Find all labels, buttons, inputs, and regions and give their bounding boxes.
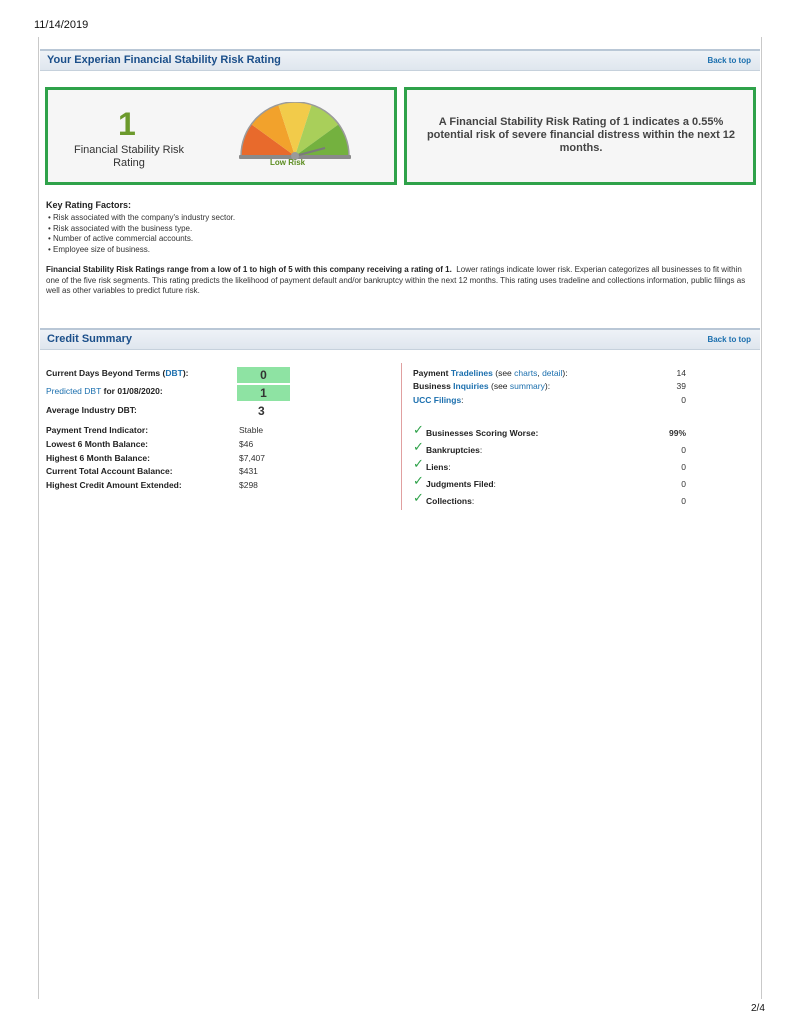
back-to-top-link[interactable]: Back to top xyxy=(707,335,751,344)
rating-range-text: Lower ratings indicate lower risk. Experian categorizes all businesses to fit within one of the five risk segments. This rating predicts the likelihood of payment default and/or bankruptcy within the next 12 months. This rating uses tradeline and collections information, public filings as well as other variables to predict future risk. xyxy=(46,265,746,295)
predicted-dbt-label xyxy=(46,386,163,396)
rating-label: Financial Stability Risk Rating xyxy=(73,144,185,169)
business-inquiries-value: 39 xyxy=(676,381,686,391)
bankruptcies-label xyxy=(426,445,482,455)
collections-value: 0 xyxy=(681,496,686,506)
check-icon: ✓ xyxy=(413,439,424,454)
ucc-filings-value: 0 xyxy=(681,395,686,405)
collections-label xyxy=(426,496,474,506)
rating-box xyxy=(45,87,397,185)
judgments-text: Judgments Filed xyxy=(426,479,494,489)
see-open: (see xyxy=(490,381,508,391)
key-factor-item: • Risk associated with the company's industry sector. xyxy=(48,213,235,224)
payment-tradelines-label xyxy=(413,368,568,378)
predicted-dbt-value: 1 xyxy=(237,385,290,401)
charts-link[interactable]: charts xyxy=(514,368,538,378)
current-balance-label: Current Total Account Balance: xyxy=(46,466,173,476)
colon: : xyxy=(471,496,475,506)
check-icon: ✓ xyxy=(413,473,424,488)
lowest-balance-label: Lowest 6 Month Balance: xyxy=(46,439,149,449)
key-factor-item: • Employee size of business. xyxy=(48,245,235,256)
summary-link[interactable]: summary xyxy=(509,381,545,391)
key-factor-item: • Number of active commercial accounts. xyxy=(48,234,235,245)
judgments-value: 0 xyxy=(681,479,686,489)
business-label: Business xyxy=(413,381,451,391)
bankruptcies-value: 0 xyxy=(681,445,686,455)
judgments-label xyxy=(426,479,496,489)
colon: : xyxy=(479,445,483,455)
bankruptcies-text: Bankruptcies xyxy=(426,445,480,455)
check-icon: ✓ xyxy=(413,456,424,471)
lowest-balance-value: $46 xyxy=(239,439,254,449)
close-colon: ): xyxy=(562,368,568,378)
colon: : xyxy=(493,479,496,489)
payment-tradelines-value: 14 xyxy=(676,368,686,378)
ucc-filings-label xyxy=(413,395,464,405)
rating-number: 1 xyxy=(118,106,136,142)
see-open: (see xyxy=(495,368,512,378)
predicted-dbt-link[interactable]: Predicted DBT xyxy=(46,386,102,396)
fsr-section-title: Your Experian Financial Stability Risk Rating xyxy=(47,54,281,66)
liens-text: Liens xyxy=(426,462,449,472)
key-factor-item: • Risk associated with the business type. xyxy=(48,224,235,235)
ucc-filings-link[interactable]: UCC Filings xyxy=(413,395,462,405)
predicted-dbt-date: for 01/08/2020: xyxy=(103,386,163,396)
gauge-label: Low Risk xyxy=(270,158,306,167)
check-icon: ✓ xyxy=(413,422,424,437)
key-factors-list xyxy=(48,213,235,255)
inquiries-link[interactable]: Inquiries xyxy=(453,381,489,391)
risk-gauge xyxy=(237,102,353,160)
scoring-worse-text: Businesses Scoring Worse: xyxy=(426,428,539,438)
rating-range-bold: Financial Stability Risk Ratings range from a low of 1 to high of 5 with this company receiving a rating of 1. xyxy=(46,265,452,274)
payment-trend-value: Stable xyxy=(239,425,264,435)
check-icon: ✓ xyxy=(413,490,424,505)
liens-label xyxy=(426,462,451,472)
dbt-link[interactable]: DBT xyxy=(165,368,183,378)
rating-range-paragraph xyxy=(46,265,746,297)
business-inquiries-label xyxy=(413,381,550,391)
print-date: 11/14/2019 xyxy=(34,19,89,31)
colon: : xyxy=(448,462,451,472)
credit-summary-title: Credit Summary xyxy=(47,333,132,345)
fsr-section-header xyxy=(40,49,760,71)
liens-value: 0 xyxy=(681,462,686,472)
key-factors-title: Key Rating Factors: xyxy=(46,200,132,210)
comma: , xyxy=(537,368,540,378)
page-number: 2/4 xyxy=(751,1003,765,1014)
rating-description: A Financial Stability Risk Rating of 1 indicates a 0.55% potential risk of severe financial distress within the next 12 months. xyxy=(426,116,736,154)
detail-link[interactable]: detail xyxy=(542,368,563,378)
payment-trend-label: Payment Trend Indicator: xyxy=(46,425,149,435)
current-dbt-label-pre: Current Days Beyond Terms ( xyxy=(46,368,166,378)
credit-summary-header xyxy=(40,328,760,350)
avg-industry-dbt-value: 3 xyxy=(258,404,265,418)
back-to-top-link[interactable]: Back to top xyxy=(707,56,751,65)
ucc-colon: : xyxy=(461,395,464,405)
current-dbt-label xyxy=(46,368,189,378)
current-dbt-value: 0 xyxy=(237,367,290,383)
payment-label: Payment xyxy=(413,368,449,378)
rating-description-box xyxy=(404,87,756,185)
scoring-worse-label xyxy=(426,428,538,438)
highest-credit-value: $298 xyxy=(239,480,258,490)
highest-balance-value: $7,407 xyxy=(239,453,265,463)
scoring-worse-value: 99% xyxy=(668,428,686,438)
current-dbt-label-post: ): xyxy=(182,368,189,378)
close-colon: ): xyxy=(544,381,551,391)
current-balance-value: $431 xyxy=(239,466,258,476)
collections-text: Collections xyxy=(426,496,472,506)
column-divider xyxy=(401,363,402,510)
highest-balance-label: Highest 6 Month Balance: xyxy=(46,453,150,463)
avg-industry-dbt-label: Average Industry DBT: xyxy=(46,405,137,415)
tradelines-link[interactable]: Tradelines xyxy=(450,368,493,378)
highest-credit-label: Highest Credit Amount Extended: xyxy=(46,480,182,490)
